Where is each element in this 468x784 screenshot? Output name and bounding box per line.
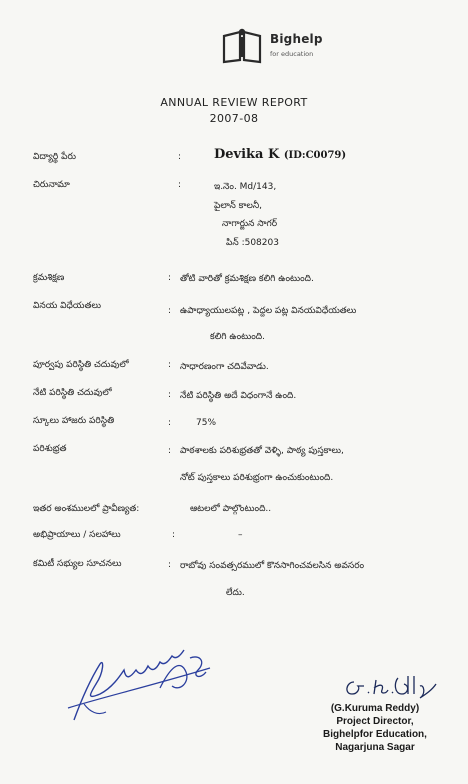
colon: :	[172, 530, 176, 540]
student-name-value	[214, 147, 346, 162]
discipline-label: క్రమశిక్షణ	[33, 273, 65, 283]
colon: :	[168, 446, 172, 456]
address-line: పిన్ :508203	[226, 238, 279, 248]
address-line: ఇ.నెం. Md/143,	[214, 182, 277, 192]
attendance-label: స్కూలు హాజరు పరిస్థితి	[33, 416, 115, 426]
obedience-value-line1: ఉపాధ్యాయులపట్ల , పెద్దల పట్ల వినయవిధేయతలు	[180, 306, 357, 316]
colon: :	[168, 418, 172, 428]
address-line: పైలాన్ కాలనీ,	[214, 201, 263, 211]
student-name: Devika K	[214, 147, 280, 162]
report-title: ANNUAL REVIEW REPORT	[160, 96, 308, 109]
left-signature	[60, 628, 230, 728]
signatory-title: Project Director,	[336, 716, 414, 727]
signatory-name: (G.Kuruma Reddy)	[330, 703, 420, 714]
student-id: (ID:C0079)	[283, 150, 347, 161]
previous-study-value: సాధారణంగా చదివేవాడు.	[180, 362, 269, 372]
discipline-value: తోటి వారితో క్రమశిక్షణ కలిగి ఉంటుంది.	[180, 274, 314, 284]
logo-brand: Bighelp	[270, 32, 323, 46]
other-interests-value: ఆటలలో పాల్గొంటుంది..	[190, 504, 272, 514]
cleanliness-label: పరిశుభ్రత	[33, 444, 67, 454]
cleanliness-value-line1: పాఠశాలకు పరిశుభ్రతతో వెళ్ళి, పాఠ్య పుస్తకాలు,	[180, 446, 344, 456]
signatory-org: Bighelpfor Education,	[323, 729, 427, 740]
report-year: 2007-08	[209, 112, 259, 125]
current-study-value: నేటి పరిస్థితి అదే విధంగానే ఉంది.	[180, 391, 297, 401]
address-label: చిరునామా	[33, 180, 70, 190]
other-interests-label: ఇతర అంశములలో ప్రావీణ్యత:	[33, 504, 140, 514]
obedience-label: వినయ విధేయతలు	[33, 301, 101, 311]
student-name-label: విద్యార్థి పేరు	[33, 152, 76, 162]
signatory-block	[300, 702, 450, 754]
book-person-icon	[220, 26, 266, 66]
right-signature	[342, 672, 442, 702]
colon: :	[168, 273, 172, 283]
committee-label: కమిటీ సభ్యుల సూచనలు	[33, 559, 122, 569]
colon: :	[168, 306, 172, 316]
logo-tagline: for education	[270, 50, 314, 58]
opinions-value: –	[238, 530, 243, 540]
committee-value-line1: రాబోవు సంవత్సరములో కొనసాగించవలసిన అవసరం	[180, 561, 365, 571]
address-line: నాగార్జున సాగర్	[222, 219, 278, 229]
signatory-place: Nagarjuna Sagar	[335, 742, 415, 753]
committee-value-line2: లేదు.	[226, 588, 245, 598]
colon: :	[178, 152, 182, 162]
bighelp-logo	[220, 26, 330, 66]
colon: :	[168, 390, 172, 400]
opinions-label: అభిప్రాయాలు / సలహాలు	[33, 530, 121, 540]
colon: :	[178, 180, 182, 190]
previous-study-label: పూర్వపు పరిస్థితి చదువులో	[33, 360, 129, 370]
colon: :	[168, 560, 172, 570]
attendance-value: 75%	[196, 418, 217, 428]
colon: :	[168, 360, 172, 370]
obedience-value-line2: కలిగి ఉంటుంది.	[210, 332, 265, 342]
current-study-label: నేటి పరిస్థితి చదువులో	[33, 388, 112, 398]
cleanliness-value-line2: నోట్ పుస్తకాలు పరిశుభ్రంగా ఉంచుకుంటుంది.	[180, 473, 334, 483]
